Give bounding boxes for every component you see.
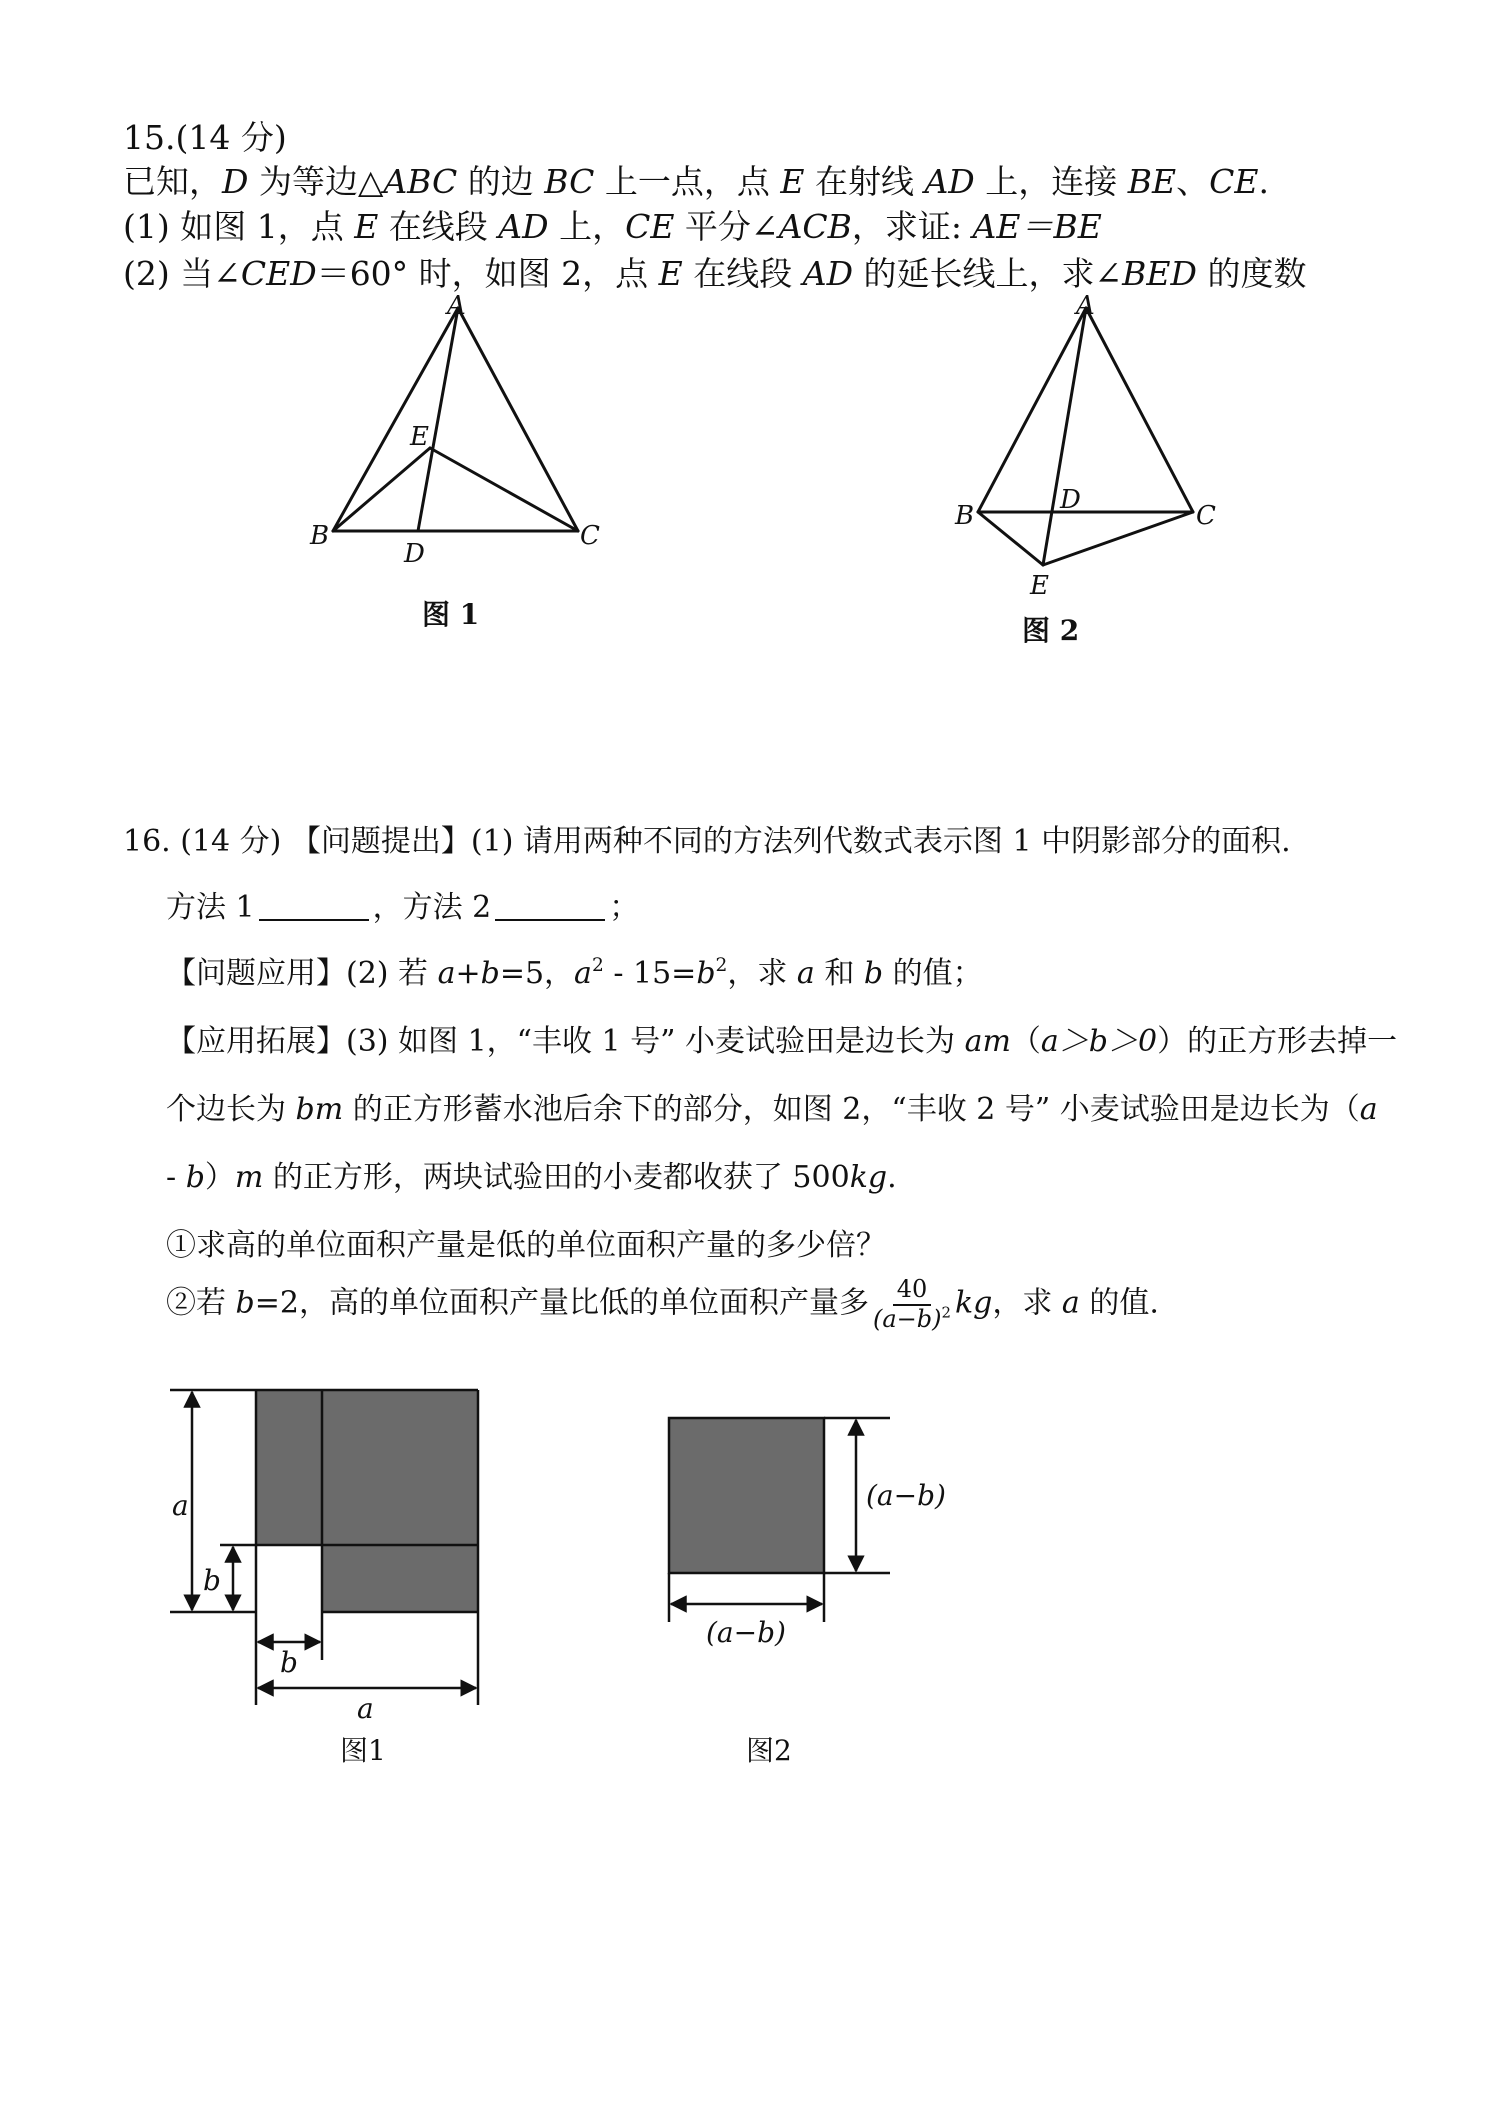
q16-line-6: - b）m 的正方形，两块试验田的小麦都收获了 500kg.: [166, 1160, 897, 1195]
q16-fig1-shaded-region-top-left: [256, 1390, 322, 1545]
q16-fig1: [170, 1390, 478, 1767]
q15-stem: 已知，D 为等边△ABC 的边 BC 上一点，点 E 在射线 AD 上，连接 BE、CE.: [123, 162, 1269, 201]
q15-fig2-label-a: A: [1076, 291, 1095, 321]
q16-fig1-label-b-bottom: b: [280, 1646, 298, 1679]
q15-fig2-segment-be: [978, 512, 1043, 565]
q16-line-4: 【应用拓展】(3) 如图 1，“丰收 1 号” 小麦试验田是边长为 am（a＞b＞0）的正方形去掉一: [166, 1024, 1398, 1059]
q16-figures: [0, 1350, 1492, 1770]
q15-fig2-label-d: D: [1060, 485, 1081, 515]
q15-fig2-label-c: C: [1196, 501, 1216, 531]
q16-fig1-removed-square: [256, 1545, 322, 1612]
q15-fig2-caption: 图 2: [1022, 614, 1080, 647]
q15-fig2-label-b: B: [955, 501, 975, 531]
q15-header: 15.(14 分): [123, 118, 287, 157]
q16-fig2-label-bottom: (a−b): [706, 1616, 786, 1649]
answer-blank-method-1[interactable]: [259, 893, 369, 921]
q16-line-1: 16. (14 分) 【问题提出】(1) 请用两种不同的方法列代数式表示图 1 中阴影部分的面积.: [123, 824, 1291, 859]
fraction-40-over-a-minus-b-squared: $\frac{40}{(a-b)^2}$: [873, 1275, 951, 1333]
q15-fig1-label-e: E: [410, 422, 429, 452]
q16-sub-2: ②若 b=2，高的单位面积产量比低的单位面积产量多 $\frac{40}{(a-b)^2}$ kg，求 a 的值.: [166, 1275, 1159, 1333]
q15-figure-1: [0, 0, 1492, 700]
q15-fig1-label-d: D: [404, 539, 425, 569]
q16-fig2-shaded-square: [669, 1418, 824, 1573]
q16-fig1-label-a-left: a: [172, 1489, 189, 1522]
q15-fig1-label-b: B: [310, 521, 330, 551]
q16-fig2-label-right: (a−b): [866, 1479, 946, 1512]
q16-line-3: 【问题应用】(2) 若 a+b=5，$a^2 - 15=b^2$，求 a 和 b 的值；: [166, 954, 983, 991]
q15-part1: (1) 如图 1，点 E 在线段 AD 上，CE 平分∠ACB，求证: AE＝BE: [123, 207, 1102, 246]
q15-fig2-segment-ce: [1043, 512, 1193, 565]
q16-fig2: [669, 1418, 946, 1767]
q15-fig1-label-c: C: [580, 521, 600, 551]
q15-fig1-segment-be: [333, 448, 430, 531]
q15-fig2-side-ac: [1086, 308, 1193, 512]
q15-fig2-label-e: E: [1030, 571, 1049, 601]
q15-fig1-label-a: A: [447, 291, 466, 321]
q16-fig2-caption: 图2: [746, 1734, 792, 1767]
q16-sub-1: ①求高的单位面积产量是低的单位面积产量的多少倍？: [166, 1228, 886, 1263]
q16-fig1-shaded-region-right: [322, 1390, 478, 1612]
q16-fig1-caption: 图1: [340, 1734, 386, 1767]
q16-line-5: 个边长为 bm 的正方形蓄水池后余下的部分，如图 2，“丰收 2 号” 小麦试验田是边长为（a: [166, 1092, 1378, 1127]
answer-blank-method-2[interactable]: [495, 893, 605, 921]
q16-fig1-label-a-bottom: a: [357, 1692, 374, 1725]
q15-part2: (2) 当∠CED＝60° 时，如图 2，点 E 在线段 AD 的延长线上，求∠BED 的度数: [123, 254, 1307, 293]
q16-line-2: 方法 1 ，方法 2 ；: [166, 890, 640, 925]
q16-fig1-label-b-left: b: [203, 1564, 221, 1597]
q15-fig1-caption: 图 1: [422, 598, 480, 631]
